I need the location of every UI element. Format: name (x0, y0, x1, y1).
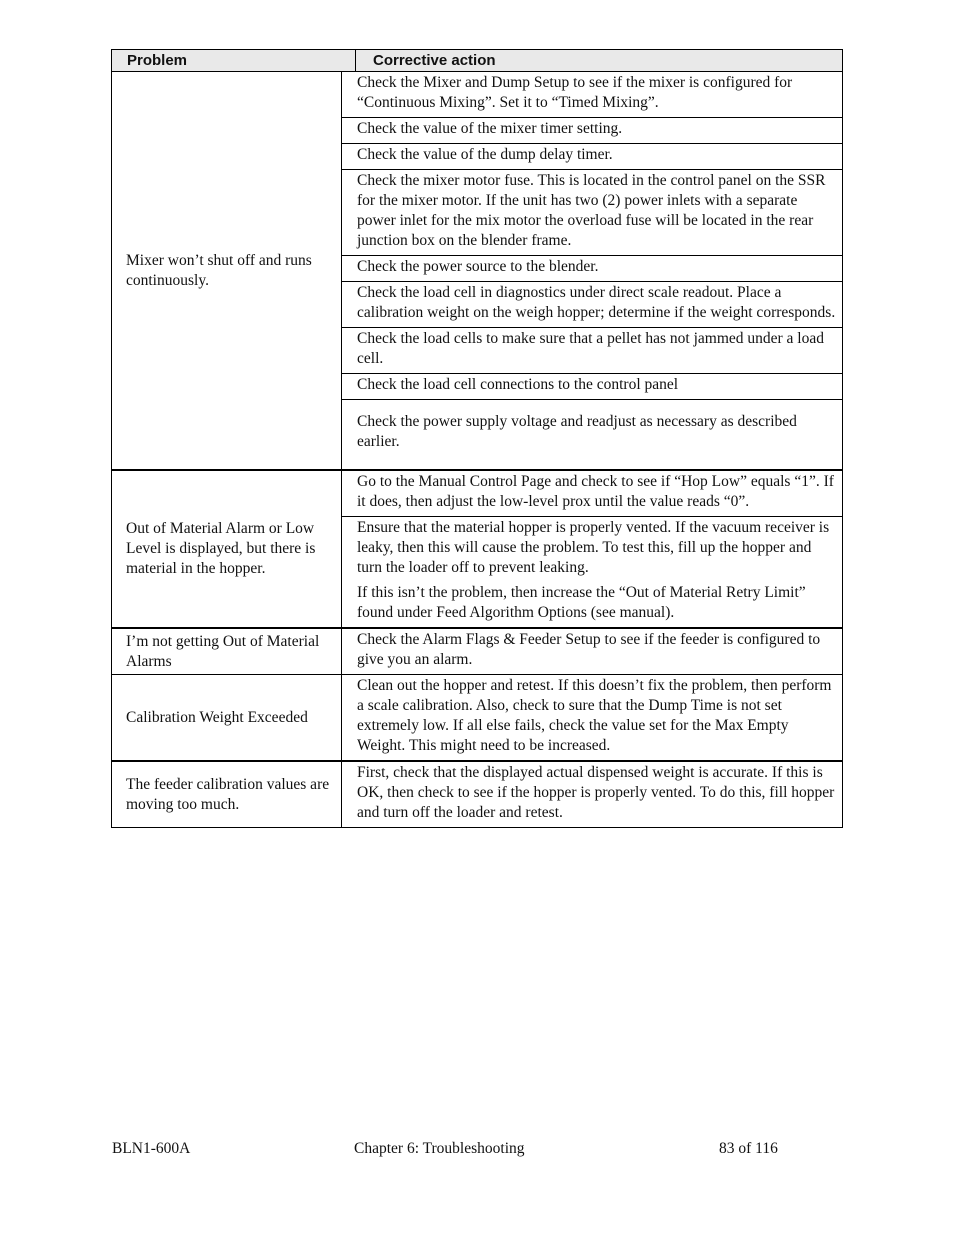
action-item: Check the mixer motor fuse. This is located in the control panel on the SSR for the mixer motor. If the unit has two (2) power inlets with a separate power inlet for the mix motor the overload fuse will be located in the rear junction box on the blender frame. (342, 170, 842, 256)
footer-doc-id: BLN1-600A (112, 1140, 191, 1157)
action-item: Check the Alarm Flags & Feeder Setup to see if the feeder is configured to give you an alarm. (357, 631, 821, 668)
actions-cell (342, 72, 842, 469)
action-item: Clean out the hopper and retest. If this doesn’t fix the problem, then perform a scale calibration. Also, check to sure that the Dump Time is not set extremely low. If all else fails, check the value set for the Max Empty Weight. This might need to be increased. (357, 677, 832, 754)
action-item: Check the Mixer and Dump Setup to see if the mixer is configured for “Continuous Mixing”. Set it to “Timed Mixing”. (342, 72, 842, 118)
footer-chapter: Chapter 6: Troubleshooting (354, 1140, 525, 1157)
action-item: Go to the Manual Control Page and check to see if “Hop Low” equals “1”. If it does, then adjust the low-level prox until the value reads “0”. (342, 471, 842, 517)
actions-cell (342, 629, 842, 674)
action-item: Check the load cell connections to the control panel (342, 374, 842, 400)
action-item: Check the power source to the blender. (342, 256, 842, 282)
troubleshooting-table (111, 49, 843, 828)
problem-cell: Mixer won’t shut off and runs continuously. (112, 72, 342, 469)
footer-page-number: 83 of 116 (719, 1140, 778, 1157)
action-item: If this isn’t the problem, then increase the “Out of Material Retry Limit” found under Feed Algorithm Options (see manual). (357, 584, 806, 621)
table-row (112, 762, 842, 827)
table-header (112, 50, 842, 72)
actions-cell (342, 471, 842, 627)
action-item: Check the power supply voltage and readjust as necessary as described earlier. (357, 413, 797, 450)
action-item: Check the load cell in diagnostics under direct scale readout. Place a calibration weight on the weigh hopper; determine if the weight corresponds. (342, 282, 842, 328)
action-item: Ensure that the material hopper is properly vented. If the vacuum receiver is leaky, then this will cause the problem. To test this, fill up the hopper and turn the loader off to prevent leaking. (357, 519, 830, 576)
table-row (112, 72, 842, 471)
table-row (112, 471, 842, 629)
header-problem: Problem (112, 50, 356, 71)
actions-cell (342, 675, 842, 760)
table-row (112, 675, 842, 762)
problem-cell: Calibration Weight Exceeded (112, 675, 342, 760)
problem-cell: The feeder calibration values are moving too much. (112, 762, 342, 827)
action-item: Check the value of the dump delay timer. (342, 144, 842, 170)
actions-cell (342, 762, 842, 827)
header-corrective-action: Corrective action (373, 52, 496, 69)
action-item: Check the load cells to make sure that a pellet has not jammed under a load cell. (342, 328, 842, 374)
action-item: Check the value of the mixer timer setting. (342, 118, 842, 144)
action-item: First, check that the displayed actual dispensed weight is accurate. If this is OK, then check to see if the hopper is properly vented. To do this, fill hopper and turn off the loader and retest. (357, 764, 835, 821)
table-row (112, 629, 842, 675)
problem-cell: Out of Material Alarm or Low Level is displayed, but there is material in the hopper. (112, 471, 342, 627)
problem-cell: I’m not getting Out of Material Alarms (112, 629, 342, 674)
